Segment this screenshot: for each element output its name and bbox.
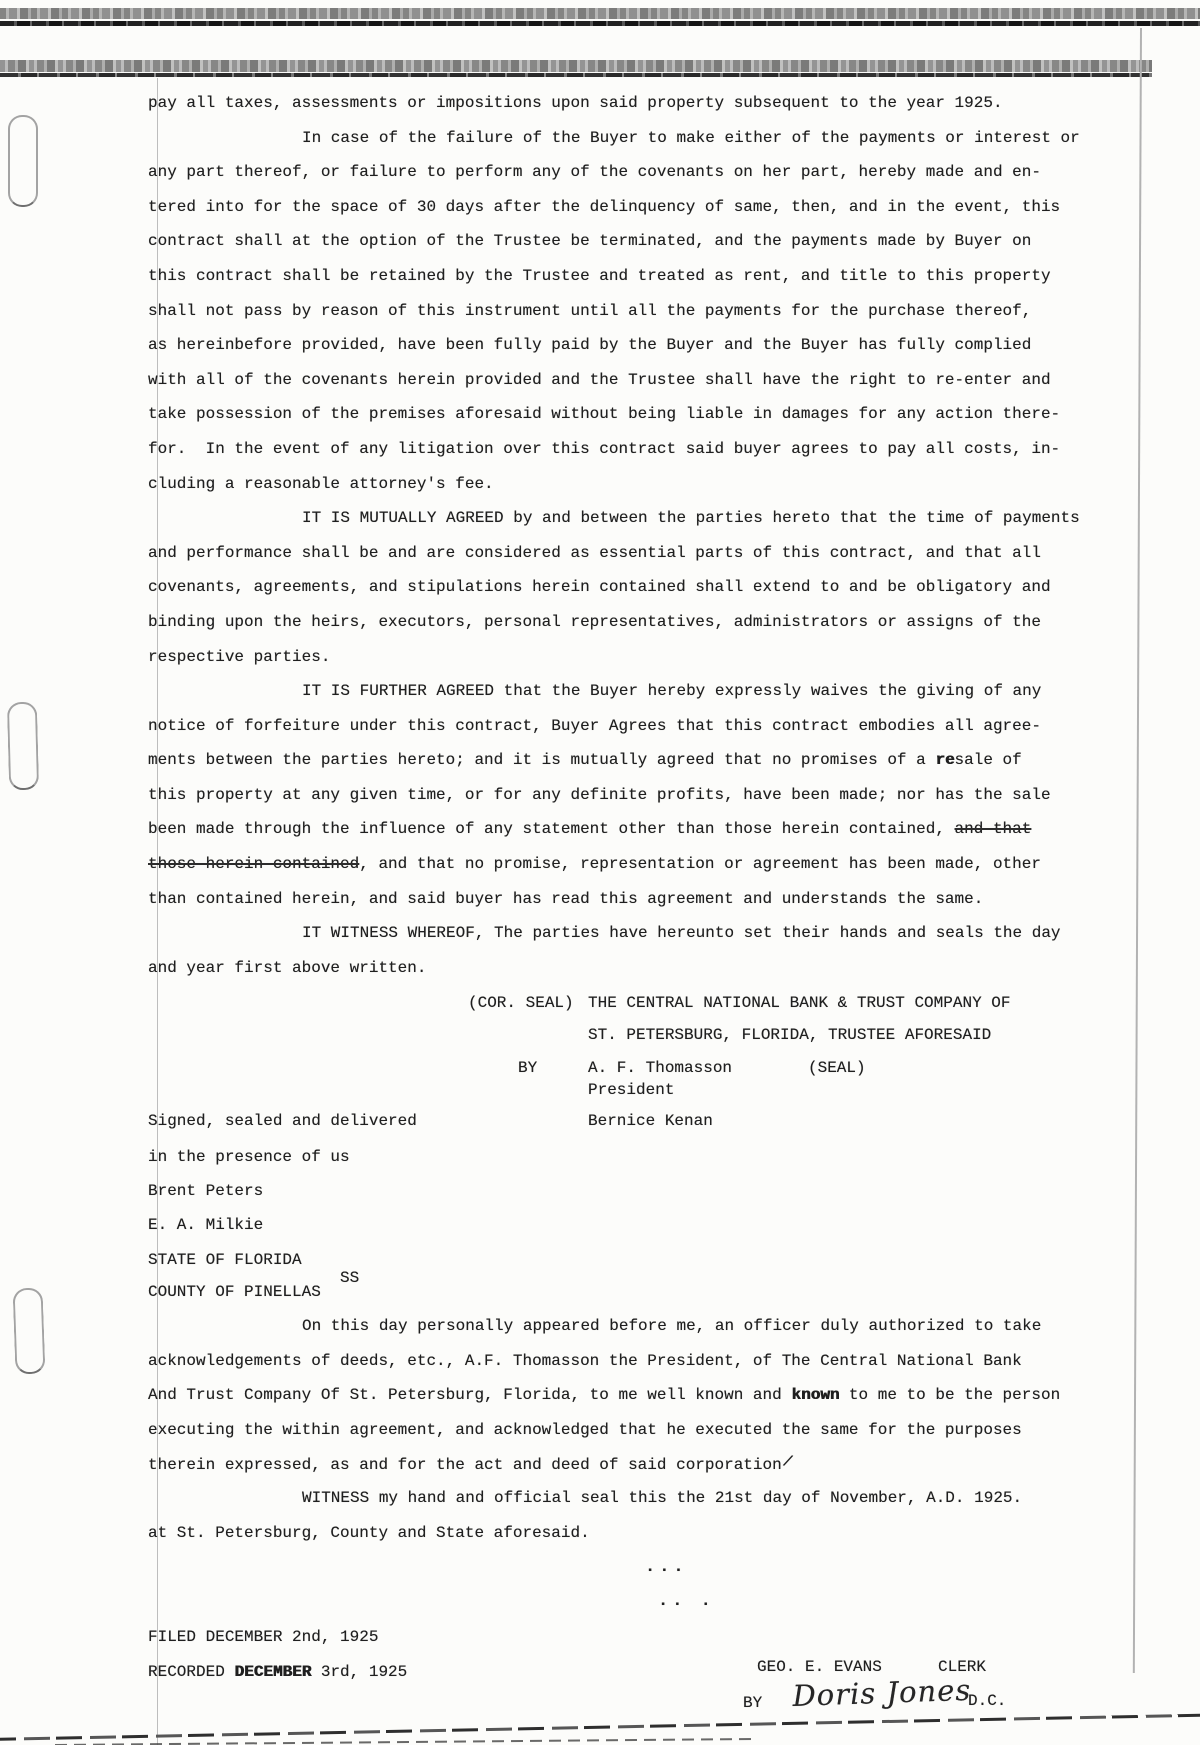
contract-line: and year first above written. bbox=[148, 958, 427, 977]
contract-line: binding upon the heirs, executors, personal representatives, administrators or assigns of the bbox=[148, 612, 1041, 631]
text-segment: , and that no promise, representation or agreement has been made, other bbox=[359, 855, 1041, 874]
text-segment: And Trust Company Of St. Petersburg, Florida, to me well known and bbox=[148, 1386, 792, 1404]
contract-line: shall not pass by reason of this instrument until all the payments for the purchase thereof, bbox=[148, 301, 1032, 320]
contract-line: with all of the covenants herein provided and the Trustee shall have the right to re-enter and bbox=[148, 370, 1051, 389]
contract-line bbox=[148, 743, 1088, 778]
notary-line bbox=[148, 1452, 795, 1475]
notary-line: On this day personally appeared before me, an officer duly authorized to take bbox=[302, 1317, 1042, 1335]
trustee-company-name: THE CENTRAL NATIONAL BANK & TRUST COMPANY OF bbox=[588, 994, 1011, 1012]
stray-mark: / bbox=[780, 1452, 795, 1472]
notary-line: at St. Petersburg, County and State aforesaid. bbox=[148, 1524, 590, 1542]
clerk-title: CLERK bbox=[938, 1658, 987, 1676]
contract-line: than contained herein, and said buyer has read this agreement and understands the same. bbox=[148, 889, 984, 908]
notary-line: acknowledgements of deeds, etc., A.F. Thomasson the President, of The Central National Bank bbox=[148, 1352, 1022, 1370]
seal-label: (SEAL) bbox=[808, 1059, 866, 1077]
contract-line: IT IS MUTUALLY AGREED by and between the parties hereto that the time of payments bbox=[302, 509, 1080, 528]
overtyped-text: re bbox=[935, 751, 955, 770]
contract-line bbox=[148, 847, 1088, 882]
text-segment: sale of bbox=[954, 751, 1022, 770]
text-segment: ments between the parties hereto; and it is mutually agreed that no promises of a bbox=[148, 751, 936, 770]
witness-name: Brent Peters bbox=[148, 1182, 264, 1200]
separator-dots: .. . bbox=[658, 1592, 715, 1611]
contract-line: contract shall at the option of the Trustee be terminated, and the payments made by Buyer on bbox=[148, 232, 1032, 251]
overtyped-text: DECEMBER bbox=[234, 1663, 312, 1681]
contract-line: this property at any given time, or for any definite profits, have been made; nor has the sale bbox=[148, 785, 1051, 804]
scan-artifact-edge bbox=[55, 1738, 755, 1745]
deputy-clerk-signature: Doris Jones bbox=[791, 1672, 972, 1713]
scan-artifact-edge bbox=[0, 1713, 1200, 1741]
president-title: President bbox=[588, 1081, 675, 1099]
contract-line: and performance shall be and are considered as essential parts of this contract, and that all bbox=[148, 543, 1041, 562]
contract-line: covenants, agreements, and stipulations herein contained shall extend to and be obligatory and bbox=[148, 578, 1051, 597]
binder-hole bbox=[7, 702, 39, 791]
clerk-name: GEO. E. EVANS bbox=[757, 1658, 882, 1676]
scan-artifact-band bbox=[0, 60, 1152, 72]
deputy-clerk-title: D.C. bbox=[968, 1692, 1007, 1710]
contract-line: respective parties. bbox=[148, 647, 331, 666]
text-segment: RECORDED bbox=[148, 1663, 235, 1681]
overtyped-text: known bbox=[791, 1386, 840, 1404]
scan-artifact-band bbox=[0, 21, 1200, 26]
corporate-seal-note: (COR. SEAL) bbox=[468, 994, 574, 1012]
contract-line: IT IS FURTHER AGREED that the Buyer hereby expressly waives the giving of any bbox=[302, 682, 1042, 701]
contract-line: this contract shall be retained by the Trustee and treated as rent, and title to this property bbox=[148, 266, 1051, 285]
text-segment: to me to be the person bbox=[839, 1386, 1061, 1404]
contract-line: for. In the event of any litigation over this contract said buyer agrees to pay all costs, in- bbox=[148, 439, 1061, 458]
notary-line: WITNESS my hand and official seal this the 21st day of November, A.D. 1925. bbox=[302, 1489, 1023, 1507]
trustee-company-name: ST. PETERSBURG, FLORIDA, TRUSTEE AFORESAID bbox=[588, 1026, 992, 1044]
contract-line: pay all taxes, assessments or impositions upon said property subsequent to the year 1925. bbox=[148, 94, 1003, 112]
binder-hole bbox=[8, 115, 38, 207]
county-caption: COUNTY OF PINELLAS bbox=[148, 1283, 321, 1301]
right-margin-rule bbox=[1133, 28, 1142, 1673]
text-segment: been made through the influence of any statement other than those herein contained, bbox=[148, 820, 955, 839]
scan-artifact-band bbox=[0, 8, 1200, 19]
text-segment: 3rd, 1925 bbox=[311, 1663, 408, 1681]
witness-name: E. A. Milkie bbox=[148, 1216, 264, 1234]
contract-line bbox=[148, 812, 1088, 847]
contract-line: take possession of the premises aforesaid without being liable in damages for any action there- bbox=[148, 405, 1061, 424]
ss-caption: SS bbox=[340, 1269, 360, 1287]
contract-line: tered into for the space of 30 days after the delinquency of same, then, and in the event, this bbox=[148, 197, 1061, 216]
by-label: BY bbox=[518, 1059, 538, 1077]
state-caption: STATE OF FLORIDA bbox=[148, 1251, 302, 1269]
binder-hole bbox=[13, 1288, 46, 1375]
notary-line bbox=[148, 1386, 1060, 1405]
separator-dots: ... bbox=[645, 1558, 688, 1577]
contract-line: IT WITNESS WHEREOF, The parties have hereunto set their hands and seals the day bbox=[302, 924, 1061, 943]
contract-line: In case of the failure of the Buyer to make either of the payments or interest or bbox=[302, 128, 1080, 147]
witness-intro-line: Signed, sealed and delivered bbox=[148, 1112, 417, 1130]
recorded-date-line bbox=[148, 1663, 407, 1682]
contract-line: notice of forfeiture under this contract, Buyer Agrees that this contract embodies all agree- bbox=[148, 716, 1041, 735]
text-segment: therein expressed, as and for the act and deed of said corporation bbox=[148, 1456, 782, 1474]
struck-text: those herein contained bbox=[148, 855, 360, 874]
struck-text: and that bbox=[954, 820, 1032, 839]
notary-line: executing the within agreement, and acknowledged that he executed the same for the purposes bbox=[148, 1421, 1022, 1439]
witness-intro-line: in the presence of us bbox=[148, 1148, 350, 1166]
by-label: BY bbox=[743, 1694, 763, 1712]
contract-line: as hereinbefore provided, have been fully paid by the Buyer and the Buyer has fully complied bbox=[148, 336, 1032, 355]
filed-date-line: FILED DECEMBER 2nd, 1925 bbox=[148, 1628, 379, 1646]
scan-artifact-band bbox=[0, 73, 1152, 77]
president-signature-name: A. F. Thomasson bbox=[588, 1059, 733, 1077]
contract-line: cluding a reasonable attorney's fee. bbox=[148, 474, 494, 493]
buyer-signature-name: Bernice Kenan bbox=[588, 1112, 713, 1130]
contract-body bbox=[148, 86, 1088, 985]
contract-line: any part thereof, or failure to perform any of the covenants on her part, hereby made and en- bbox=[148, 163, 1041, 182]
